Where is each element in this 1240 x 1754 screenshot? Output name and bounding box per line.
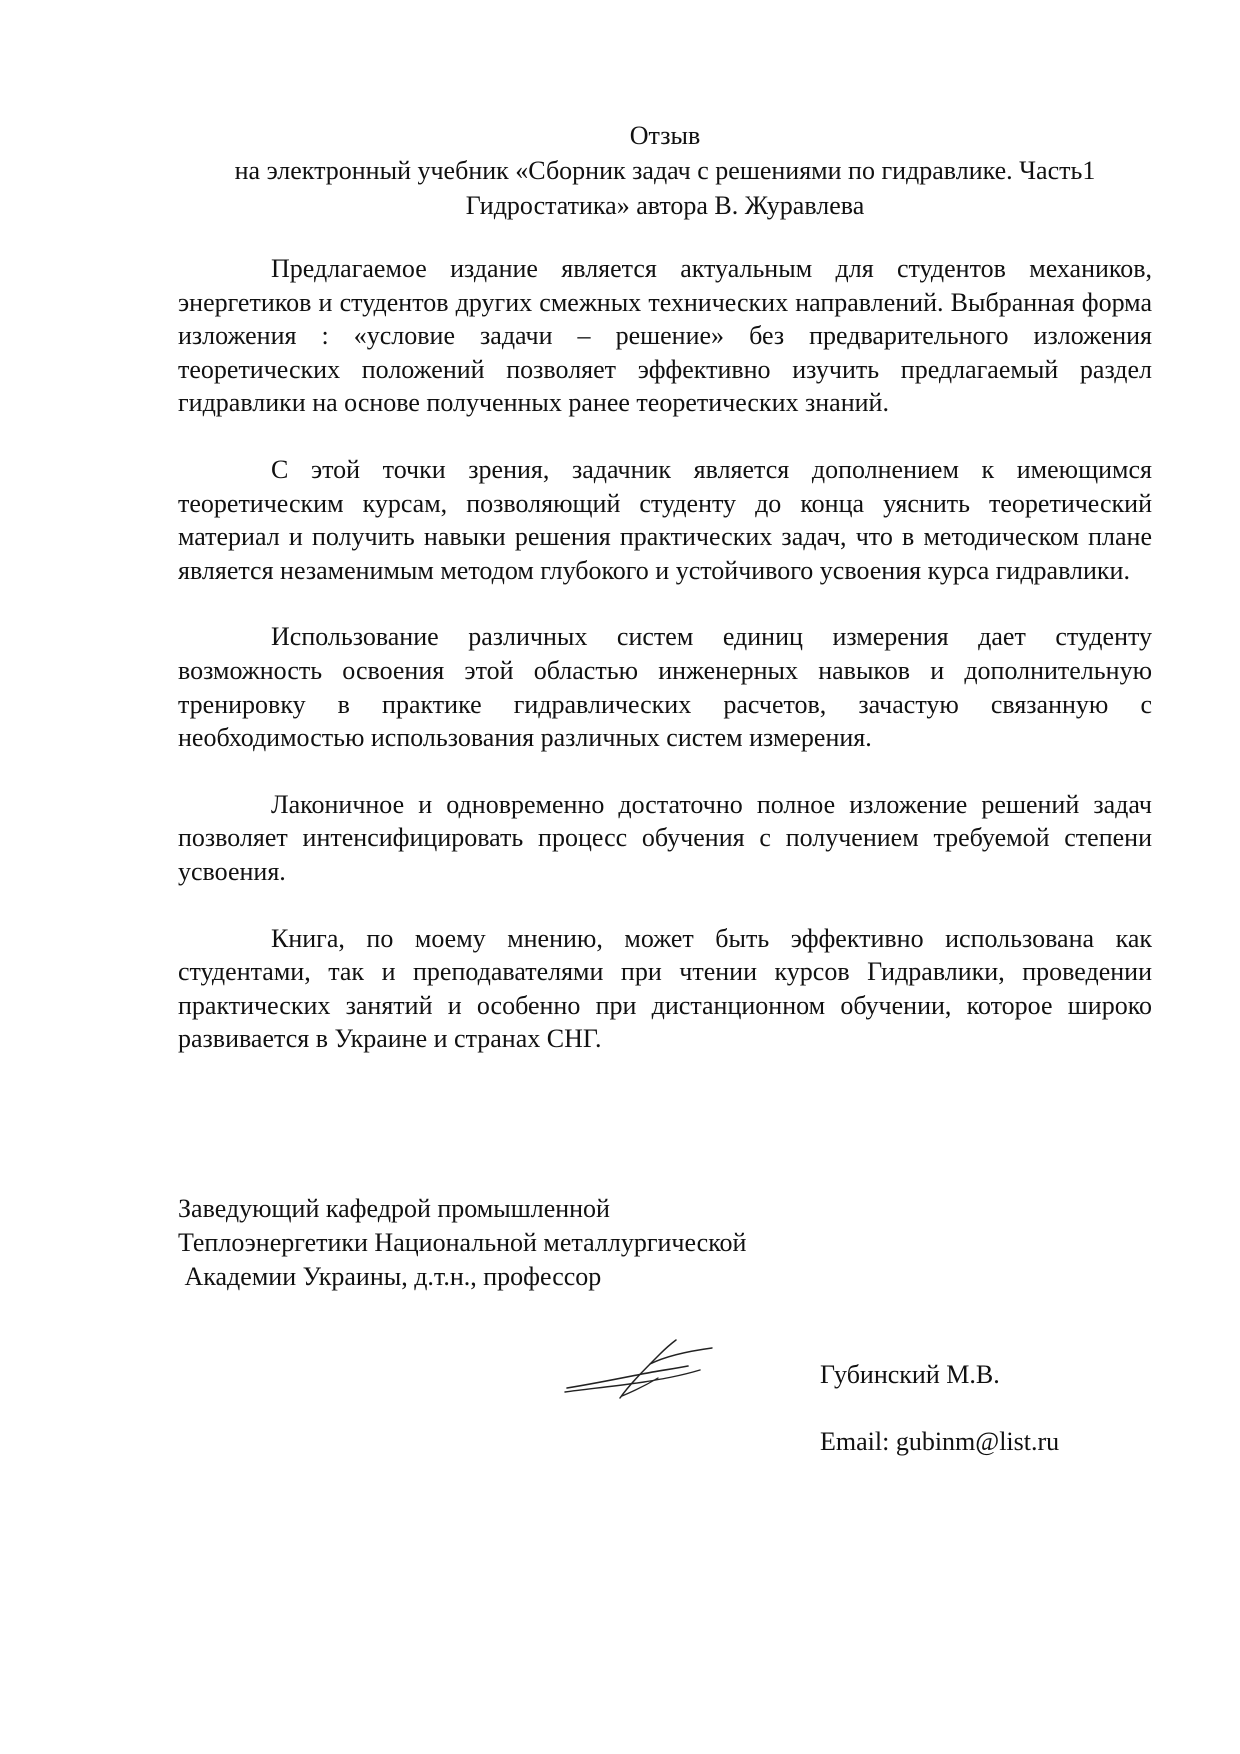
title-line-2: на электронный учебник «Сборник задач с решениями по гидравлике. Часть1 [234, 156, 1096, 185]
review-title [178, 118, 1152, 223]
paragraph-5: Книга, по моему мнению, может быть эффективно использована как студентами, так и преподавателями при чтении курсов Гидравлики, проведении практических занятий и особенно при дистанционном обучении, которое широко развивается в Украине и странах СНГ. [178, 923, 1152, 1054]
position-line-3: Академии Украины, д.т.н., профессор [178, 1262, 602, 1291]
handwritten-signature-icon [562, 1336, 717, 1406]
position-line-1: Заведующий кафедрой промышленной [178, 1194, 610, 1223]
paragraph-2: С этой точки зрения, задачник является дополнением к имеющимся теоретическим курсам, позволяющий студенту до конца уяснить теоретический материал и получить навыки решения практических задач, что в методическом плане является незаменимым методом глубокого и устойчивого усвоения курса гидравлики. [178, 454, 1152, 585]
paragraph-1: Предлагаемое издание является актуальным для студентов механиков, энергетиков и студентов других смежных технических направлений. Выбранная форма изложения : «условие задачи – решение» без предварительного изложения теоретических положений позволяет эффективно изучить предлагаемый раздел гидравлики на основе полученных ранее теоретических знаний. [178, 254, 1152, 418]
signer-email: Email: gubinm@list.ru [820, 1427, 1060, 1456]
review-body [178, 252, 1152, 1089]
signer-name: Губинский М.В. [820, 1360, 1000, 1389]
position-line-2: Теплоэнергетики Национальной металлургической [178, 1228, 747, 1257]
signer-position [178, 1192, 746, 1294]
title-line-1: Отзыв [629, 121, 701, 150]
paragraph-4: Лаконичное и одновременно достаточно полное изложение решений задач позволяет интенсифицировать процесс обучения с получением требуемой степени усвоения. [178, 789, 1152, 886]
title-line-3: Гидростатика» автора В. Журавлева [465, 191, 865, 220]
paragraph-3: Использование различных систем единиц измерения дает студенту возможность освоения этой областью инженерных навыков и дополнительную тренировку в практике гидравлических расчетов, зачастую связанную с необходимостью использования различных систем измерения. [178, 622, 1152, 753]
